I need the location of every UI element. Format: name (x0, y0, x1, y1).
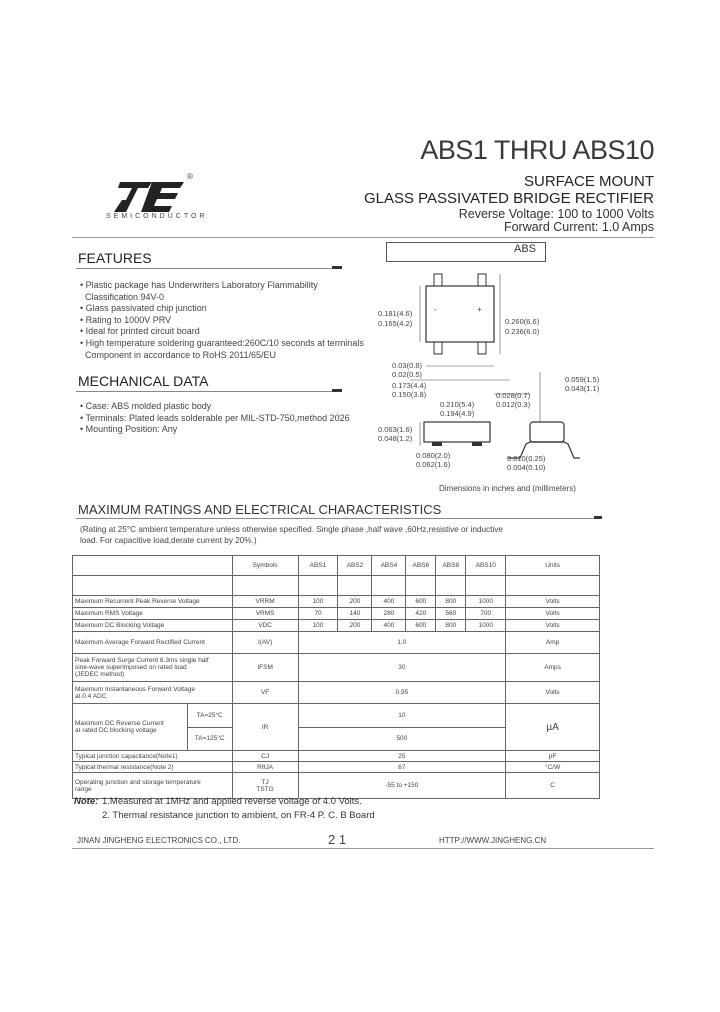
row-unit: C (506, 773, 600, 799)
footer-page-number: 2 1 (328, 832, 347, 847)
dim-label: 0.028(0.7) (496, 391, 531, 400)
row-value: 140 (338, 608, 372, 620)
mechanical-rule (76, 391, 338, 392)
dim-label: 0.194(4.9) (440, 409, 475, 418)
row-value: 280 (372, 608, 406, 620)
features-rule (76, 268, 338, 269)
row-label: Maximum Instantaneous Forward Voltage at 0.4 ADC (73, 682, 233, 704)
row-value: 0.95 (298, 682, 506, 704)
dim-label: 0.03(0.8) (392, 361, 423, 370)
row-unit: Volts (506, 608, 600, 620)
row-value: 700 (466, 608, 506, 620)
row-value: 500 (298, 727, 506, 751)
document-title: ABS1 THRU ABS10 (420, 135, 654, 165)
row-value: 67 (298, 762, 506, 773)
features-rule-end (332, 266, 342, 269)
table-header-cell: Symbols (232, 556, 298, 576)
features-list (80, 280, 364, 361)
dim-label: 0.012(0.3) (496, 400, 531, 409)
row-unit: µA (506, 704, 600, 751)
feature-item: • Plastic package has Underwriters Laboratory Flammability (80, 280, 318, 290)
row-value: 400 (372, 620, 406, 632)
row-symbol: VRRM (232, 596, 298, 608)
table-cell (372, 576, 406, 596)
row-value: 70 (298, 608, 338, 620)
pin-minus-label: - (434, 305, 437, 314)
dim-label: 0.165(4.2) (378, 319, 413, 328)
row-label: Maximum Recurrent Peak Reverse Voltage (73, 596, 233, 608)
subtitle-reverse-voltage: Reverse Voltage: 100 to 1000 Volts (458, 207, 654, 221)
feature-item: • High temperature soldering guaranteed:260C/10 seconds at terminals (80, 337, 364, 348)
row-label: Maximum DC Blocking Voltage (73, 620, 233, 632)
row-symbol: I(AV) (232, 632, 298, 654)
row-value: 200 (338, 596, 372, 608)
row-symbol: RθJA (232, 762, 298, 773)
table-cell (466, 576, 506, 596)
row-label: Maximum DC Reverse Current at rated DC blocking voltage TA=25°C TA=125°C (73, 704, 233, 751)
row-symbol: VF (232, 682, 298, 704)
row-symbol: IFSM (232, 654, 298, 682)
row-value: 600 (406, 596, 436, 608)
table-cell (232, 576, 298, 596)
table-header-cell: ABS1 (298, 556, 338, 576)
subtitle-bridge-rectifier: GLASS PASSIVATED BRIDGE RECTIFIER (363, 190, 654, 207)
row-symbol: TJ TSTG (232, 773, 298, 799)
row-value: 560 (436, 608, 466, 620)
mechanical-item: • Mounting Position: Any (80, 424, 178, 435)
mechanical-rule-end (332, 389, 342, 392)
row-value: 100 (298, 596, 338, 608)
table-header-cell: Units (506, 556, 600, 576)
row-value: 200 (338, 620, 372, 632)
row-value: 100 (298, 620, 338, 632)
table-cell (338, 576, 372, 596)
row-symbol: IR (232, 704, 298, 751)
dimension-caption: Dimensions in inches and (millimeters) (439, 484, 576, 493)
table-row-vrrm (73, 596, 600, 608)
ratings-table (72, 555, 600, 799)
feature-item: Component in accordance to RoHS 2011/65/EU (85, 349, 276, 360)
pin-plus-label: + (477, 305, 482, 314)
row-unit: Volts (506, 620, 600, 632)
dim-label: 0.010(0.25) (507, 454, 546, 463)
row-value: 420 (406, 608, 436, 620)
row-value: 30 (298, 654, 506, 682)
ratings-rule-end (594, 516, 602, 519)
row-label: Operating junction and storage temperature range (73, 773, 233, 799)
table-header-cell: ABS6 (406, 556, 436, 576)
row-label: Peak Forward Surge Current 8.3ms single half sine-wave superimposed on rated load (JEDEC method) (73, 654, 233, 682)
feature-item: • Ideal for printed circuit board (80, 326, 200, 337)
dim-label: 0.048(1.2) (378, 434, 413, 443)
row-value: 600 (406, 620, 436, 632)
row-unit: °C/W (506, 762, 600, 773)
footer-rule (72, 848, 654, 849)
dim-label: 0.004(0.10) (507, 463, 546, 472)
row-unit: Amp (506, 632, 600, 654)
dim-label: 0.260(6.6) (505, 317, 540, 326)
note-prefix: Note: (74, 796, 99, 807)
ratings-rule (76, 518, 600, 519)
dim-label: 0.236(6.0) (505, 327, 540, 336)
row-value: 1000 (466, 620, 506, 632)
subtitle-surface-mount: SURFACE MOUNT (523, 173, 654, 190)
dim-label: 0.063(1.6) (378, 425, 413, 434)
package-label: ABS (514, 243, 537, 255)
table-row-tj (73, 773, 600, 799)
subtitle-forward-current: Forward Current: 1.0 Amps (503, 220, 654, 234)
row-value: -55 to +150 (298, 773, 506, 799)
table-row-iav (73, 632, 600, 654)
footer-company: JINAN JINGHENG ELECTRONICS CO., LTD. (77, 836, 241, 845)
table-header-cell: ABS4 (372, 556, 406, 576)
row-value: 400 (372, 596, 406, 608)
row-unit: Volts (506, 682, 600, 704)
dim-label: 0.173(4.4) (392, 381, 427, 390)
row-value: 800 (436, 620, 466, 632)
row-label: Maximum Average Forward Rectified Current (73, 632, 233, 654)
row-value: 25 (298, 751, 506, 762)
table-row-ifsm (73, 654, 600, 682)
dim-label: 0.080(2.0) (416, 451, 451, 460)
note-1: 1.Measured at 1MHz and applied reverse voltage of 4.0 Volts. (102, 796, 362, 807)
dim-label: 0.181(4.6) (378, 309, 413, 318)
row-value: 800 (436, 596, 466, 608)
row-label: Typical junction capacitance(Note1) (73, 751, 233, 762)
feature-item: Classification 94V-0 (85, 291, 165, 302)
registered-mark: ® (187, 172, 193, 181)
dim-label: 0.062(1.6) (416, 460, 451, 469)
dim-label: 0.02(0.5) (392, 370, 423, 379)
ratings-heading: MAXIMUM RATINGS AND ELECTRICAL CHARACTERISTICS (78, 502, 442, 517)
dim-label: 0.043(1.1) (565, 384, 600, 393)
dim-label: 0.059(1.5) (565, 375, 600, 384)
row-symbol: CJ (232, 751, 298, 762)
table-header-row (73, 556, 600, 576)
table-cell (436, 576, 466, 596)
mechanical-item: • Case: ABS molded plastic body (80, 401, 212, 411)
table-header-cell: ABS8 (436, 556, 466, 576)
note-2: 2. Thermal resistance junction to ambient, on FR-4 P. C. B Board (102, 810, 375, 821)
table-header-cell: ABS10 (466, 556, 506, 576)
dim-label: 0.210(5.4) (440, 400, 475, 409)
footer-url: HTTP://WWW.JINGHENG.CN (439, 836, 547, 845)
row-value: 1000 (466, 596, 506, 608)
table-spacer-row (73, 576, 600, 596)
row-value: 1.0 (298, 632, 506, 654)
table-cell (506, 576, 600, 596)
features-heading: FEATURES (78, 250, 152, 266)
mechanical-heading: MECHANICAL DATA (78, 373, 209, 389)
row-unit: Amps (506, 654, 600, 682)
table-cell (73, 576, 233, 596)
ratings-note-line2: load. For capacitive load,derate current by 20%.) (80, 536, 257, 545)
table-row-vrms (73, 608, 600, 620)
ratings-note-line1: (Rating at 25°C ambient temperature unless otherwise specified. Single phase ,half wave ,60Hz,resistive or inductive (80, 525, 503, 534)
table-row-ir (73, 704, 600, 728)
table-cell (406, 576, 436, 596)
mechanical-list (80, 401, 350, 436)
row-unit: pF (506, 751, 600, 762)
header-rule (72, 237, 654, 238)
table-row-vdc (73, 620, 600, 632)
table-cell (73, 556, 233, 576)
table-row-cj (73, 751, 600, 762)
row-label: Maximum RMS Voltage (73, 608, 233, 620)
table-cell (298, 576, 338, 596)
row-value: 10 (298, 704, 506, 728)
row-unit: Volts (506, 596, 600, 608)
table-row-vf (73, 682, 600, 704)
feature-item: • Glass passivated chip junction (80, 303, 207, 314)
row-symbol: VRMS (232, 608, 298, 620)
feature-item: • Rating to 1000V PRV (80, 314, 172, 325)
row-symbol: VDC (232, 620, 298, 632)
logo-text: SEMICONDUCTOR (106, 213, 208, 220)
dim-label: 0.150(3.8) (392, 390, 427, 399)
mechanical-item: • Terminals: Plated leads solderable per MIL-STD-750,method 2026 (80, 412, 350, 423)
table-row-rth (73, 762, 600, 773)
table-header-cell: ABS2 (338, 556, 372, 576)
row-label: Typical thermal resistance(Note 2) (73, 762, 233, 773)
